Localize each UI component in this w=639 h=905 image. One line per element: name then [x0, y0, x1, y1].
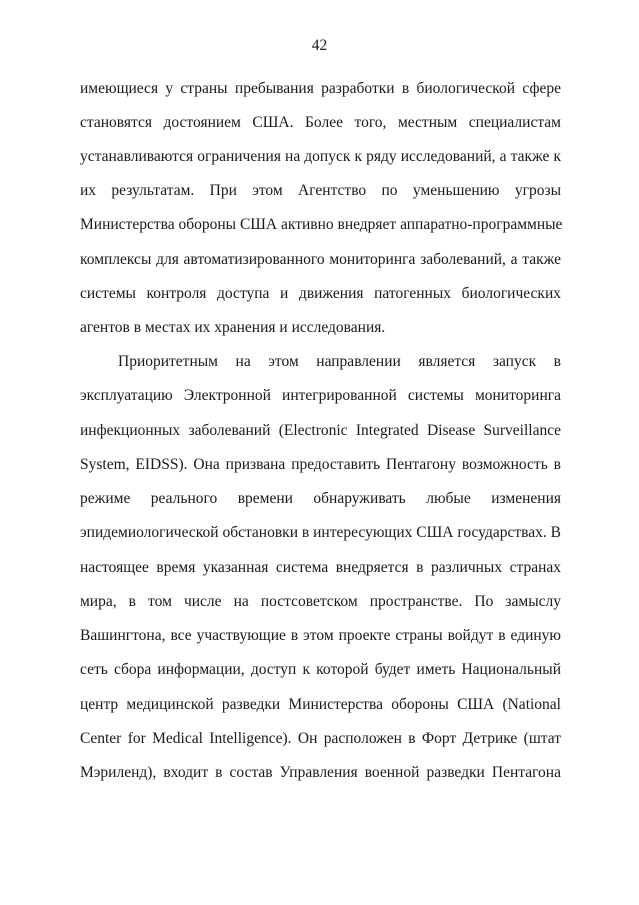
- text-line: имеющиеся у страны пребывания разработки в биологической сфере: [80, 80, 561, 97]
- text-line: настоящее время указанная система внедряется в различных странах: [80, 559, 561, 576]
- text-line: Вашингтона, все участвующие в этом проекте страны войдут в единую: [80, 627, 561, 644]
- text-line: режиме реального времени обнаруживать любые изменения: [80, 490, 561, 507]
- text-line: Center for Medical Intelligence). Он расположен в Форт Детрике (штат: [80, 730, 561, 747]
- text-line: центр медицинской разведки Министерства обороны США (National: [80, 696, 561, 713]
- text-line: их результатам. При этом Агентство по уменьшению угрозы: [80, 182, 561, 199]
- text-line: системы контроля доступа и движения патогенных биологических: [80, 285, 561, 302]
- text-line: агентов в местах их хранения и исследования.: [80, 319, 386, 336]
- text-line: System, EIDSS). Она призвана предоставить Пентагону возможность в: [80, 456, 561, 473]
- text-line: Министерства обороны США активно внедряет аппаратно-программные: [80, 216, 563, 233]
- text-line: инфекционных заболеваний (Electronic Integrated Disease Surveillance: [80, 422, 561, 439]
- text-line: эпидемиологической обстановки в интересующих США государствах. В: [80, 524, 561, 541]
- text-line: Приоритетным на этом направлении является запуск в: [118, 353, 561, 370]
- text-line: мира, в том числе на постсоветском пространстве. По замыслу: [80, 593, 561, 610]
- text-line: Мэриленд), входит в состав Управления военной разведки Пентагона: [80, 764, 561, 781]
- text-line: становятся достоянием США. Более того, местным специалистам: [80, 114, 561, 131]
- text-line: сеть сбора информации, доступ к которой будет иметь Национальный: [80, 661, 561, 678]
- text-line: устанавливаются ограничения на допуск к ряду исследований, а также к: [80, 148, 561, 165]
- text-line: комплексы для автоматизированного мониторинга заболеваний, а также: [80, 251, 561, 268]
- page-number: 42: [311, 37, 328, 54]
- text-line: эксплуатацию Электронной интегрированной системы мониторинга: [80, 387, 561, 404]
